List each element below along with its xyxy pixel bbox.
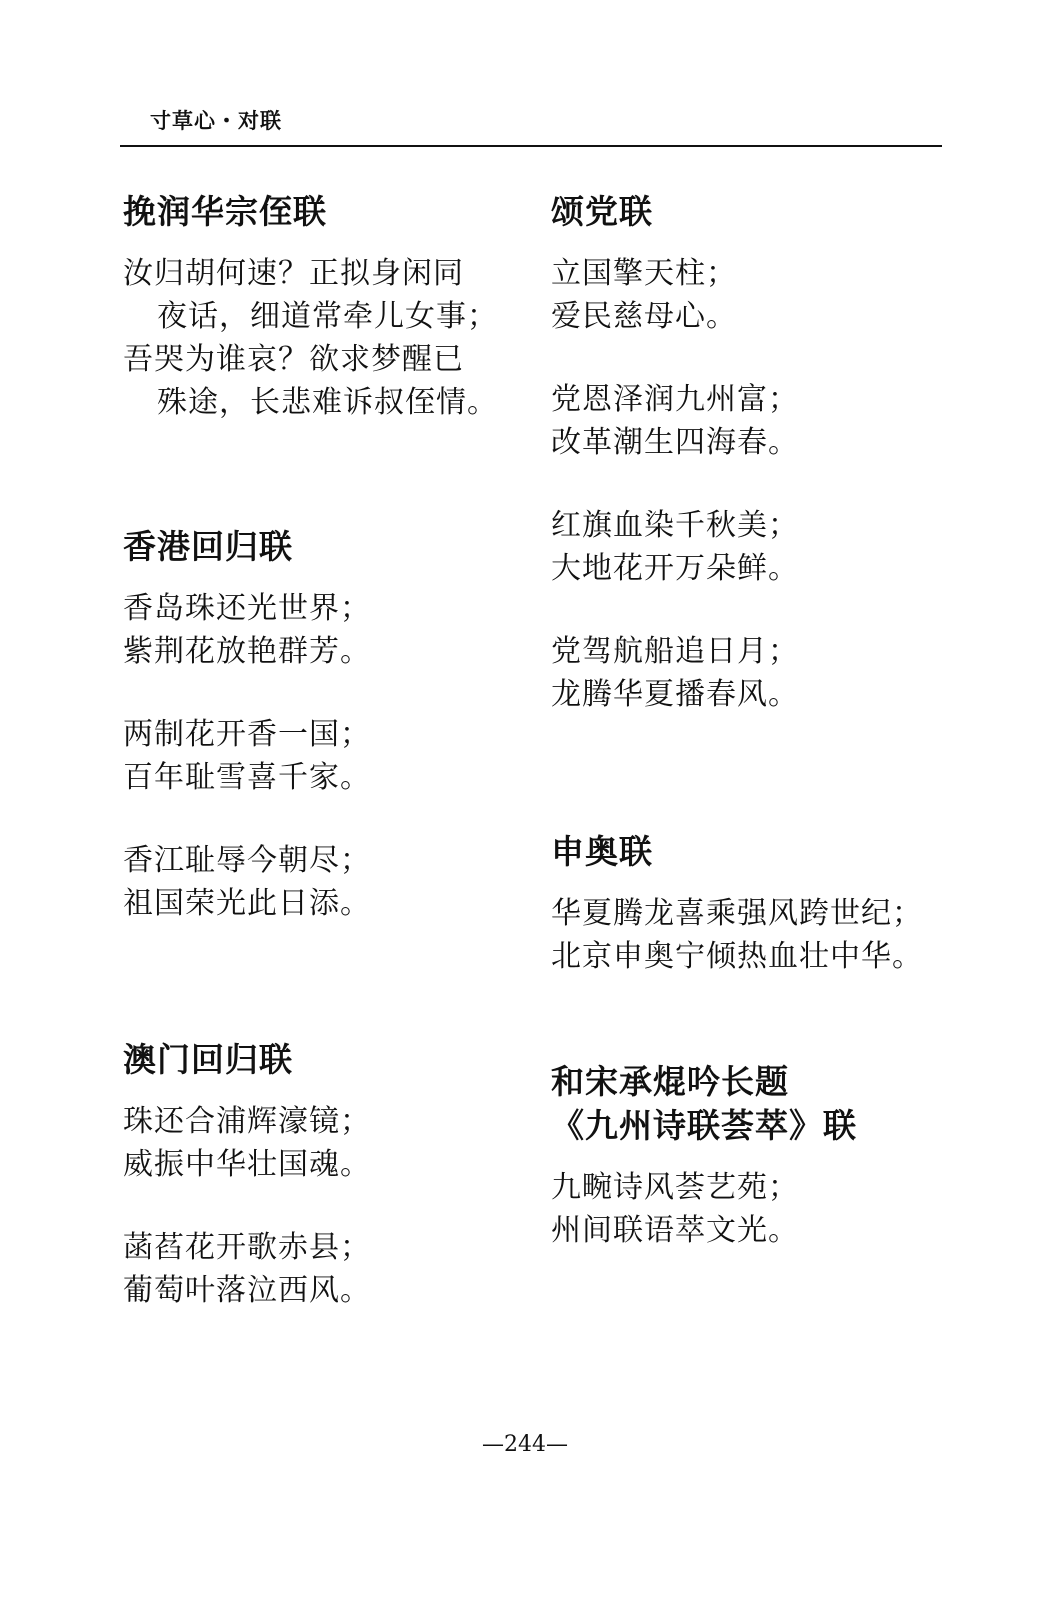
page-number: —244— [482, 1432, 568, 1457]
section-title: 挽润华宗侄联 [123, 192, 327, 231]
section-hong-kong-return [123, 525, 528, 965]
couplet-line: 威振中华壮国魂。 [123, 1147, 371, 1182]
couplet-text [123, 587, 528, 925]
couplet-line: 殊途，长悲难诉叔侄情。 [157, 385, 498, 420]
couplet-pair [551, 504, 971, 590]
couplet-text [551, 1166, 971, 1252]
couplet-pair [551, 378, 971, 464]
couplet-text [123, 252, 528, 424]
couplet-line: 大地花开万朵鲜。 [551, 551, 799, 586]
section-title: 颂党联 [551, 192, 653, 231]
section-macau-return [123, 1038, 528, 1352]
couplet-pair [123, 839, 528, 925]
couplet-line: 北京申奥宁倾热血壮中华。 [551, 939, 923, 974]
couplet-line: 改革潮生四海春。 [551, 425, 799, 460]
couplet-line: 爱民慈母心。 [551, 299, 737, 334]
couplet-text [123, 1100, 528, 1312]
section-title: 申奥联 [551, 832, 653, 871]
couplet-line: 紫荆花放艳群芳。 [123, 634, 371, 669]
couplet-pair [551, 1166, 971, 1252]
couplet-line: 州间联语萃文光。 [551, 1213, 799, 1248]
couplet-line: 菡萏花开歌赤县； [123, 1230, 371, 1265]
section-olympic-bid [551, 830, 971, 1018]
section-title: 澳门回归联 [123, 1040, 293, 1079]
couplet-line: 汝归胡何速？正拟身闲同 [123, 256, 464, 291]
couplet-pair [123, 1226, 528, 1312]
couplet-line: 百年耻雪喜千家。 [123, 760, 371, 795]
couplet-line: 两制花开香一国； [123, 717, 371, 752]
couplet-pair [123, 1100, 528, 1186]
couplet-line: 华夏腾龙喜乘强风跨世纪； [551, 896, 923, 931]
running-head: 寸草心・对联 [150, 109, 282, 133]
section-title [551, 1060, 971, 1148]
couplet-line: 珠还合浦辉濠镜； [123, 1104, 371, 1139]
couplet-line: 夜话，细道常牵儿女事； [157, 299, 498, 334]
couplet-pair [123, 713, 528, 799]
couplet-text [551, 892, 971, 978]
couplet-pair [551, 630, 971, 716]
section-praise-party [551, 190, 971, 756]
section-title-line: 和宋承焜吟长题 [551, 1062, 789, 1101]
section-reply-song-chengkun [551, 1060, 971, 1292]
couplet-line: 立国擎天柱； [551, 256, 737, 291]
couplet-pair [551, 252, 971, 338]
couplet-line: 红旗血染千秋美； [551, 508, 799, 543]
couplet-line: 吾哭为谁哀？欲求梦醒已 [123, 342, 464, 377]
couplet-line: 九畹诗风荟艺苑； [551, 1170, 799, 1205]
header-rule [120, 145, 942, 147]
couplet-pair [551, 892, 971, 978]
section-wan-run-hua-zong-zhi [123, 190, 528, 424]
couplet-line: 香岛珠还光世界； [123, 591, 371, 626]
couplet-line: 葡萄叶落泣西风。 [123, 1273, 371, 1308]
section-title: 香港回归联 [123, 527, 293, 566]
couplet-line: 党驾航船追日月； [551, 634, 799, 669]
couplet-pair [123, 587, 528, 673]
couplet-line: 党恩泽润九州富； [551, 382, 799, 417]
couplet-text [551, 252, 971, 716]
couplet-line: 祖国荣光此日添。 [123, 886, 371, 921]
section-title-line: 《九州诗联荟萃》联 [551, 1106, 857, 1145]
couplet-line: 香江耻辱今朝尽； [123, 843, 371, 878]
couplet-line: 龙腾华夏播春风。 [551, 677, 799, 712]
